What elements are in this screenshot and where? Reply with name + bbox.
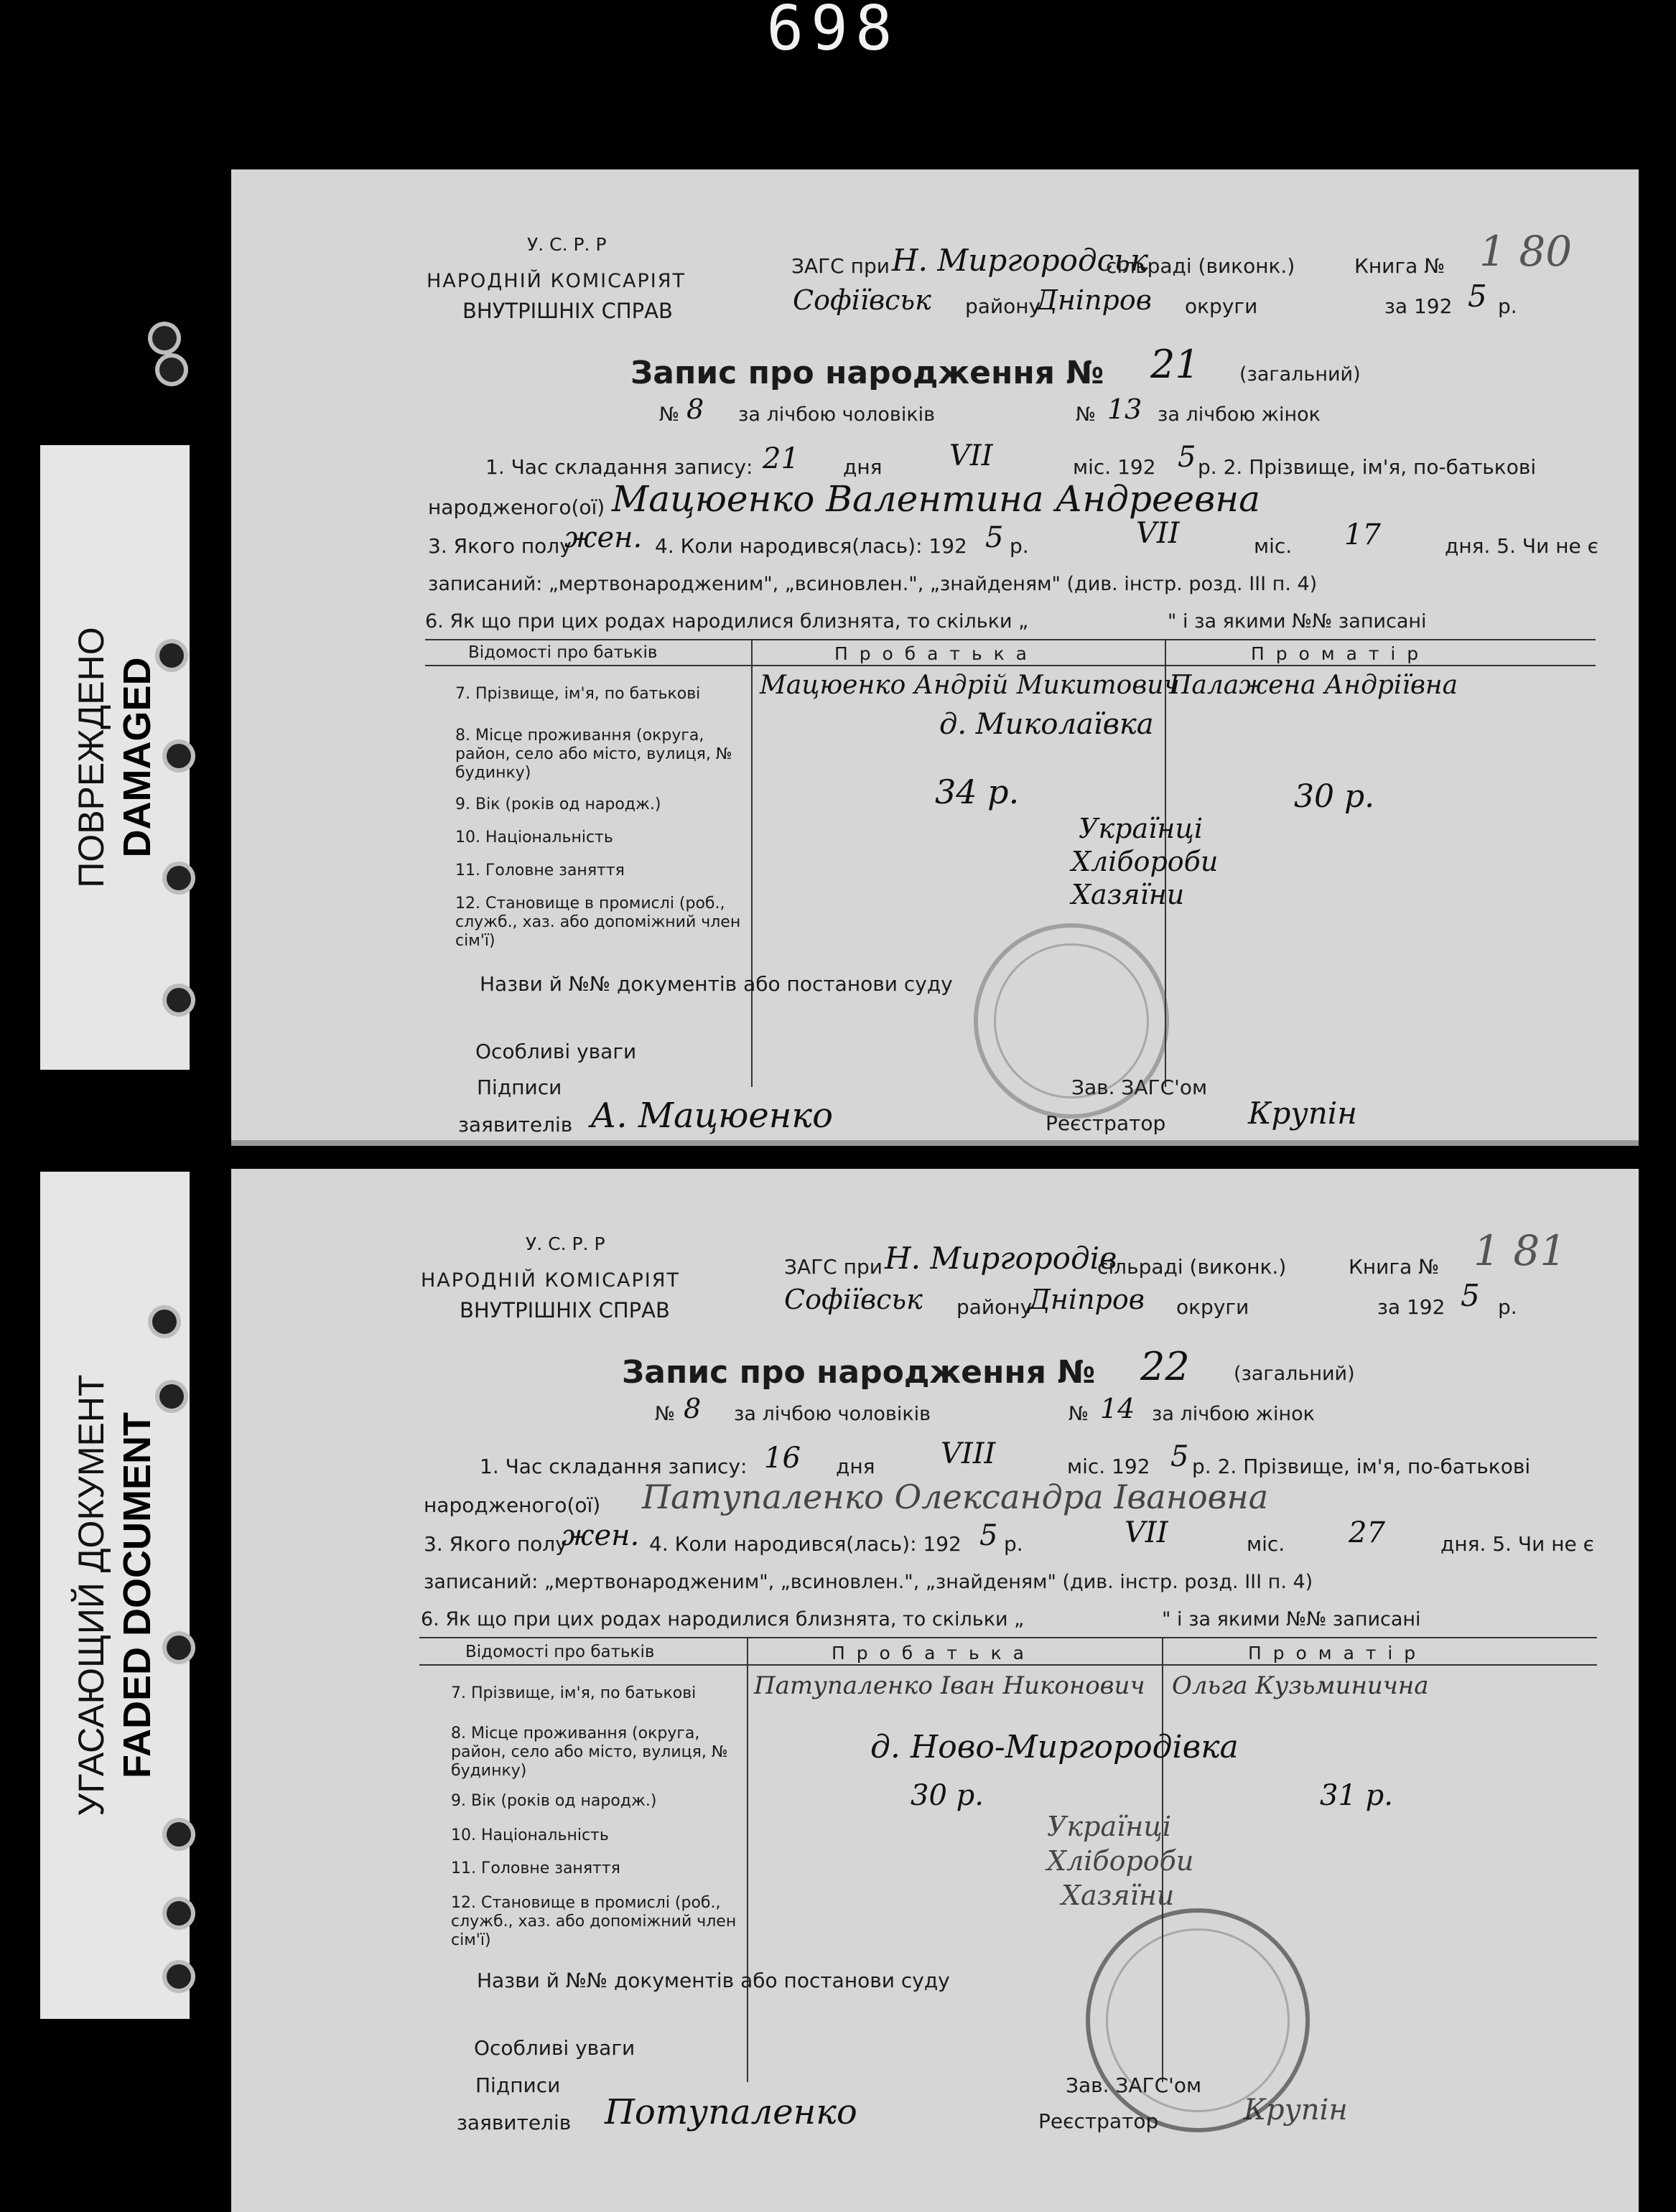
zags-village: Н. Миргородськ (892, 243, 1149, 278)
q6-tail: " і за якими №№ записані (1168, 610, 1427, 633)
child-name: Патупаленко Олександра Івановна (642, 1478, 1269, 1516)
raion-value: Софіївськ (784, 1284, 923, 1315)
zags-label: ЗАГС при (791, 254, 890, 278)
day-label: дня (843, 455, 883, 479)
record-title: Запис про народження № (622, 1354, 1096, 1391)
book-number: 1 80 (1479, 227, 1573, 276)
commissariat-line-1: НАРОДНІЙ КОМІСАРІЯТ (421, 1269, 680, 1292)
applicant-signature: А. Мацюенко (590, 1096, 833, 1136)
punch-hole (167, 744, 191, 768)
record-number: 21 (1150, 342, 1200, 387)
documents-label: Назви й №№ документів або постанови суду (477, 1969, 950, 1992)
registrar-label: Реєстратор (1038, 2109, 1159, 2133)
col-father: П р о б а т ь к а (832, 1643, 1027, 1663)
female-label: за лічбою жінок (1152, 1403, 1315, 1425)
birth-record-form-1 (231, 169, 1639, 1146)
day-label: дня (836, 1455, 875, 1478)
female-no: № (1069, 1403, 1089, 1425)
year-r: р. (1498, 1295, 1517, 1319)
mother-name: Ольга Кузьминична (1172, 1671, 1429, 1700)
reg-month: VII (949, 439, 993, 472)
ussr-label: У. С. Р. Р (526, 1233, 605, 1254)
row11-label: 11. Головне заняття (451, 1859, 620, 1877)
faded-label (40, 1172, 190, 2019)
record-title: Запис про народження № (630, 355, 1104, 391)
nationality: Українці (1047, 1811, 1171, 1842)
zags-label: ЗАГС при (784, 1255, 883, 1279)
female-count: 14 (1100, 1393, 1135, 1424)
female-no: № (1076, 403, 1097, 426)
punch-hole (167, 1822, 191, 1847)
born-label: народженого(ої) (428, 495, 605, 519)
family-status: Хазяїни (1061, 1880, 1175, 1911)
year-value: 5 (1461, 1278, 1480, 1313)
family-status: Хазяїни (1071, 879, 1185, 910)
col-mother: П р о м а т і р (1248, 1643, 1419, 1663)
father-name: Патупаленко Іван Никонович (754, 1671, 1145, 1700)
birth-year-r: р. (1004, 1532, 1023, 1556)
birth-month: VII (1125, 1516, 1168, 1549)
silradi-label: сільраді (виконк.) (1106, 254, 1295, 278)
silradi-label: сільраді (виконк.) (1097, 1255, 1287, 1279)
punch-hole (159, 358, 184, 382)
row9-label: 9. Вік (років од народж.) (451, 1792, 657, 1810)
child-sex: жен. (564, 521, 643, 554)
row10-label: 10. Національність (451, 1826, 609, 1844)
punch-hole (167, 866, 191, 890)
q5-label: дня. 5. Чи не є (1445, 534, 1599, 558)
zags-village: Н. Миргородів (885, 1241, 1117, 1276)
occupation: Хлібороби (1071, 846, 1219, 877)
nationality: Українці (1079, 813, 1203, 844)
documents-label: Назви й №№ документів або постанови суду (480, 972, 953, 996)
q1-label: 1. Час складання запису: (485, 455, 753, 479)
residence: д. Ново-Миргородівка (870, 1729, 1239, 1765)
month-label: міс. 192 (1073, 455, 1156, 479)
head-zags-label: Зав. ЗАГС'ом (1066, 2073, 1202, 2097)
q4-label: 4. Коли народився(лась): 192 (655, 534, 967, 558)
mother-age: 31 р. (1320, 1779, 1393, 1812)
punch-hole (159, 643, 184, 668)
raion-label: району (965, 294, 1041, 318)
row8-label: 8. Місце проживання (округа, район, село або місто, вулиця, № будинку) (455, 727, 732, 782)
frame-number: 698 (766, 0, 900, 65)
q6-label: 6. Як що при цих родах народилися близнята, то скільки „ (421, 1608, 1025, 1630)
punch-hole (167, 1964, 191, 1989)
punch-hole (167, 988, 191, 1012)
male-no: № (655, 1403, 676, 1425)
recorded-as-label: записаний: „мертвонародженим", „всиновлен.", „знайденям" (див. інстр. розд. III п. 4) (424, 1571, 1313, 1593)
table-top-rule (425, 639, 1596, 640)
damaged-label-ua: ПОВРЕЖДЕНО (71, 627, 111, 888)
birth-month-label: міс. (1254, 534, 1293, 558)
okruha-label: округи (1176, 1295, 1249, 1319)
row12-label: 12. Становище в промислі (роб., служб., хаз. або допоміжний член сім'ї) (455, 895, 741, 950)
ussr-label: У. С. Р. Р (527, 234, 607, 255)
residence: д. Миколаївка (939, 708, 1154, 741)
raion-label: району (956, 1295, 1033, 1319)
birth-record-form-2 (231, 1169, 1639, 2212)
birth-day: 17 (1344, 518, 1381, 551)
table-col-rule (747, 1637, 748, 2082)
head-zags-label: Зав. ЗАГС'ом (1071, 1075, 1208, 1099)
month-label: міс. 192 (1067, 1455, 1150, 1478)
row7-label: 7. Прізвище, ім'я, по батькові (455, 685, 701, 703)
round-seal (1086, 1908, 1310, 2132)
child-name: Мацюенко Валентина Андреевна (612, 478, 1260, 520)
mother-name: Палажена Андріївна (1169, 671, 1458, 700)
row9-label: 9. Вік (років од народж.) (455, 795, 661, 813)
registrar-label: Реєстратор (1046, 1111, 1166, 1135)
male-count: 8 (686, 393, 704, 425)
year-label: за 192 (1377, 1295, 1445, 1319)
birth-month-label: міс. (1247, 1532, 1285, 1556)
applicant-signature: Потупаленко (605, 2092, 857, 2132)
q2-label: р. 2. Прізвище, ім'я, по-батькові (1198, 455, 1537, 479)
table-header-rule (425, 665, 1596, 666)
occupation: Хлібороби (1047, 1845, 1194, 1877)
faded-label-ua: УГАСАЮЩИЙ ДОКУМЕНТ (71, 1374, 111, 1816)
birth-month: VII (1136, 517, 1180, 550)
signatures-label: Підписи (475, 2073, 561, 2097)
raion-value: Софіївськ (793, 284, 931, 316)
round-seal (974, 923, 1169, 1119)
book-label: Книга № (1354, 254, 1445, 278)
child-sex: жен. (562, 1519, 640, 1552)
female-label: за лічбою жінок (1158, 403, 1321, 426)
father-name: Мацюенко Андрій Микитович (760, 671, 1180, 700)
q3-label: 3. Якого полу (428, 534, 572, 558)
col-mother: П р о м а т і р (1251, 643, 1422, 664)
q5-label: дня. 5. Чи не є (1440, 1532, 1595, 1556)
sheet-fold (231, 1140, 1639, 1146)
reg-month: VIII (941, 1437, 996, 1470)
row12-label: 12. Становище в промислі (роб., служб., хаз. або допоміжний член сім'ї) (451, 1894, 737, 1949)
born-label: народженого(ої) (424, 1493, 601, 1517)
reg-year: 5 (1178, 441, 1196, 474)
q1-label: 1. Час складання запису: (480, 1455, 748, 1478)
faded-label-en: FADED DOCUMENT (116, 1412, 159, 1778)
female-count: 13 (1107, 393, 1142, 425)
punch-hole (167, 1901, 191, 1926)
table-top-rule (419, 1637, 1597, 1638)
okruha-label: округи (1185, 294, 1258, 318)
applicants-label: заявителів (457, 2111, 572, 2134)
male-count: 8 (684, 1393, 702, 1424)
q3-label: 3. Якого полу (424, 1532, 567, 1556)
remarks-label: Особливі уваги (475, 1040, 637, 1063)
male-label: за лічбою чоловіків (734, 1403, 931, 1425)
book-label: Книга № (1349, 1255, 1440, 1279)
mother-age: 30 р. (1294, 778, 1375, 815)
birth-year: 5 (979, 1519, 998, 1552)
row8-label: 8. Місце проживання (округа, район, село або місто, вулиця, № будинку) (451, 1725, 728, 1780)
punch-hole (152, 326, 177, 350)
father-age: 30 р. (911, 1779, 984, 1812)
q6-label: 6. Як що при цих родах народилися близнята, то скільки „ (425, 610, 1029, 633)
year-r: р. (1498, 294, 1517, 318)
applicants-label: заявителів (458, 1113, 573, 1137)
birth-year: 5 (985, 521, 1004, 554)
q2-label: р. 2. Прізвище, ім'я, по-батькові (1192, 1455, 1531, 1478)
row10-label: 10. Національність (455, 829, 613, 846)
table-header-rule (419, 1664, 1597, 1666)
birth-year-r: р. (1010, 534, 1029, 558)
row11-label: 11. Головне заняття (455, 862, 625, 879)
damaged-label-en: DAMAGED (116, 657, 159, 858)
general-label: (загальний) (1239, 363, 1361, 386)
registrar-signature: Крупін (1248, 1096, 1357, 1131)
col-parents: Відомості про батьків (468, 643, 658, 662)
male-label: за лічбою чоловіків (738, 403, 936, 426)
general-label: (загальний) (1234, 1363, 1355, 1385)
punch-hole (167, 1635, 191, 1660)
birth-day: 27 (1349, 1516, 1385, 1549)
registrar-signature: Крупін (1244, 2094, 1348, 2127)
punch-hole (159, 1384, 184, 1409)
book-number: 1 81 (1474, 1226, 1567, 1275)
commissariat-line-2: ВНУТРІШНІХ СПРАВ (460, 1298, 670, 1322)
okruha-value: Дніпров (1035, 284, 1152, 316)
table-col-rule (751, 639, 753, 1087)
reg-day: 16 (764, 1442, 801, 1475)
father-age: 34 р. (935, 773, 1020, 811)
commissariat-line-1: НАРОДНІЙ КОМІСАРІЯТ (427, 270, 686, 292)
male-no: № (659, 403, 680, 426)
col-parents: Відомості про батьків (465, 1643, 655, 1661)
col-father: П р о б а т ь к а (834, 643, 1030, 664)
commissariat-line-2: ВНУТРІШНІХ СПРАВ (462, 299, 673, 323)
remarks-label: Особливі уваги (474, 2036, 636, 2060)
q4-label: 4. Коли народився(лась): 192 (649, 1532, 962, 1556)
recorded-as-label: записаний: „мертвонародженим", „всиновлен.", „знайденям" (див. інстр. розд. III п. 4) (428, 573, 1318, 595)
row7-label: 7. Прізвище, ім'я, по батькові (451, 1684, 697, 1702)
year-label: за 192 (1384, 294, 1453, 318)
signatures-label: Підписи (477, 1075, 562, 1099)
record-number: 22 (1140, 1344, 1190, 1389)
year-value: 5 (1468, 279, 1487, 314)
okruha-value: Дніпров (1028, 1284, 1145, 1315)
reg-year: 5 (1170, 1440, 1189, 1473)
reg-day: 21 (763, 442, 799, 475)
punch-hole (152, 1310, 177, 1334)
q6-tail: " і за якими №№ записані (1162, 1608, 1421, 1630)
